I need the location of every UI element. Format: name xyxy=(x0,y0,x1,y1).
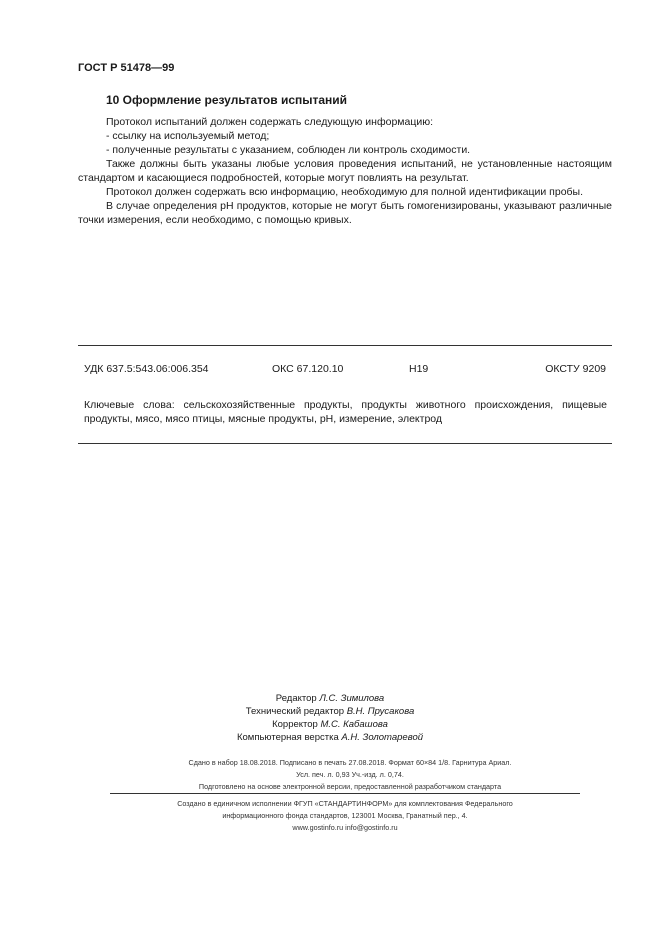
section-title: 10 Оформление результатов испытаний xyxy=(106,93,348,107)
publisher-info xyxy=(110,798,580,834)
keywords: Ключевые слова: сельскохозяйственные продукты, продукты животного происхождения, пищевые продукты, мясо, мясо птицы, мясные продукты, pH, измерение, электрод xyxy=(84,399,607,425)
top-divider xyxy=(78,345,612,346)
paragraph: В случае определения pH продуктов, которые не могут быть гомогенизированы, указывают различные точки измерения, если необходимо, с помощью кривых. xyxy=(78,200,612,226)
oks-code: ОКС 67.120.10 xyxy=(272,363,344,375)
tech-editor-name: В.Н. Прусакова xyxy=(346,706,415,717)
list-item: - ссылку на используемый метод; xyxy=(106,130,270,142)
group-code: Н19 xyxy=(409,363,429,375)
bottom-divider xyxy=(78,443,612,444)
paragraph: Также должны быть указаны любые условия проведения испытаний, не установленные настоящим стандартом и касающиеся подробностей, которые могут повлиять на результат. xyxy=(78,158,612,184)
imprint-info xyxy=(100,757,600,793)
imprint-line-3: Подготовлено на основе электронной версии, предоставленной разработчиком стандарта xyxy=(198,782,502,791)
publisher-line-2: информационного фонда стандартов, 123001 Москва, Гранатный пер., 4. xyxy=(222,811,468,820)
okstu-code: ОКСТУ 9209 xyxy=(545,363,606,375)
layout-name: А.Н. Золотаревой xyxy=(341,732,424,743)
tech-editor-line: Технический редактор В.Н. Прусакова xyxy=(245,706,415,717)
editor-line: Редактор Л.С. Зимилова xyxy=(275,693,385,704)
document-header: ГОСТ Р 51478—99 xyxy=(78,62,175,74)
list-item: - полученные результаты с указанием, соблюден ли контроль сходимости. xyxy=(106,144,471,156)
section-body xyxy=(78,115,612,227)
layout-line: Компьютерная верстка А.Н. Золотаревой xyxy=(236,732,424,743)
imprint-line-1: Сдано в набор 18.08.2018. Подписано в печать 27.08.2018. Формат 60×84 1/8. Гарнитура Ариал. xyxy=(188,758,512,767)
publisher-line-1: Создано в единичном исполнении ФГУП «СТАНДАРТИНФОРМ» для комплектования Федерального xyxy=(177,799,513,808)
paragraph: Протокол должен содержать всю информацию, необходимую для полной идентификации пробы. xyxy=(106,186,584,198)
staff-credits xyxy=(150,692,510,744)
paragraph: Протокол испытаний должен содержать следующую информацию: xyxy=(106,116,434,128)
imprint-divider xyxy=(110,793,580,794)
imprint-line-2: Усл. печ. л. 0,93 Уч.-изд. л. 0,74. xyxy=(296,770,404,779)
editor-name: Л.С. Зимилова xyxy=(319,693,385,704)
corrector-line: Корректор М.С. Кабашова xyxy=(272,719,388,730)
udk-code: УДК 637.5:543.06:006.354 xyxy=(84,363,209,375)
corrector-name: М.С. Кабашова xyxy=(320,719,388,730)
publisher-contacts: www.gostinfo.ru info@gostinfo.ru xyxy=(292,823,398,832)
